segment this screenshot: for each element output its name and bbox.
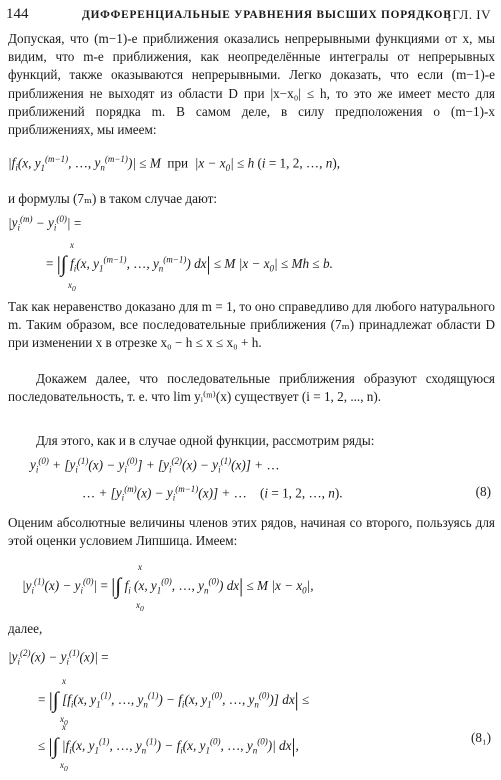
int-upper-2: x (138, 562, 142, 572)
equation-bound: $|f_i(x$, $y_1^{(m-1)}$, …, $y_n^{(m-1)})| \le M$ при $|x - x_0| \le h$ (i = 1, 2, …, n), (8, 154, 341, 174)
header-title: ДИФФЕРЕНЦИАЛЬНЫЕ УРАВНЕНИЯ ВЫСШИХ ПОРЯДКОВ (82, 9, 452, 21)
int-lower-4: $x_0$ (60, 760, 68, 773)
int-upper-4: x (62, 722, 66, 732)
series-line1: $y_i^{(0)} + [y_i^{(1)}(x) - y_i^{(0)}] + [y_i^{(2)}(x) - y_i^{(1)}(x)]$ + … (30, 456, 280, 476)
estimate-second-line3: ≤ |∫ $|f_i(x$, $y_1^{(1)}$, …, $y_n^{(1)}) - f_i(x$, $y_1^{(0)}$, …, $y_n^{(0)})|$ dx|, (38, 733, 299, 758)
estimate-second-line2: = |∫ [$f_i(x$, $y_1^{(1)}$, …, $y_n^{(1)}) - f_i(x$, $y_1^{(0)}$, …, $y_n^{(0)}$)] dx| ≤ (38, 687, 310, 712)
int-upper-1: x (70, 240, 74, 250)
int-lower-3: $x_0$ (60, 714, 68, 727)
series-line2: … + $[y_i^{(m)}(x) - y_i^{(m-1)}(x)]$ + … (i = 1, 2, …, n). (82, 484, 343, 504)
estimate-first-term: $|y_i^{(1)}(x) - y_i^{(0)}|$ = |∫ $f_i$ (x, $y_1^{(0)}$, …, $y_n^{(0)}$) dx| ≤ M $|x - x_0|$, (22, 573, 314, 598)
equation-number-8: (8) (475, 484, 491, 499)
paragraph-2: и формулы (7ₘ) в таком случае дают: (8, 191, 218, 206)
page-number: 144 (6, 6, 29, 22)
int-lower-2: $x_0$ (136, 600, 144, 613)
int-lower-1: $x_0$ (68, 280, 76, 293)
paragraph-5: Для этого, как и в случае одной функции, рассмотрим ряды: (36, 433, 375, 448)
equation-diff-line1: $|y_i^{(m)} - y_i^{(0)}|$ = (8, 214, 82, 234)
estimate-second-line1: $|y_i^{(2)}(x) - y_i^{(1)}(x)|$ = (8, 648, 109, 668)
equation-number-8-1: (8₁) (471, 730, 491, 745)
header-chapter: [ГЛ. IV (447, 7, 491, 22)
paragraph-4: Докажем далее, что последовательные приближения образуют сходящуюся последовательность, т. е. что lim yᵢ⁽ᵐ⁾(x) существует (i = 1, 2, ..., n). (8, 371, 495, 405)
int-upper-3: x (62, 676, 66, 686)
paragraph-7: далее, (8, 621, 43, 636)
paragraph-1: Допуская, что (m−1)-е приближения оказались непрерывными функциями от x, мы видим, что m-е приближения, как неопределённые интегралы от непрерывных функций, также оказываются непрерывными. Легко доказать, что если (m−1)-е приближения не выходят из области D при |x−x₀| ≤ h, то это же имеет место для приближений порядка m. В самом деле, в силу предположения о (m−1)-х приближениях, мы имеем: (8, 31, 495, 138)
running-header (6, 6, 491, 28)
paragraph-6: Оценим абсолютные величины членов этих рядов, начиная со второго, пользуясь для этой оценки условием Липшица. Имеем: (8, 515, 495, 549)
equation-diff-line2: = |∫ $f_i(x$, $y_1^{(m-1)}$, …, $y_n^{(m-1)}$) dx| ≤ M $|x - x_0| \le Mh \le b$. (46, 251, 333, 276)
paragraph-3: Так как неравенство доказано для m = 1, то оно справедливо для любого натурального m. Таким образом, все последовательные приближения (7ₘ) принадлежат области D при изменении x в отрезке x₀ − h ≤ x ≤ x₀ + h. (8, 299, 495, 351)
